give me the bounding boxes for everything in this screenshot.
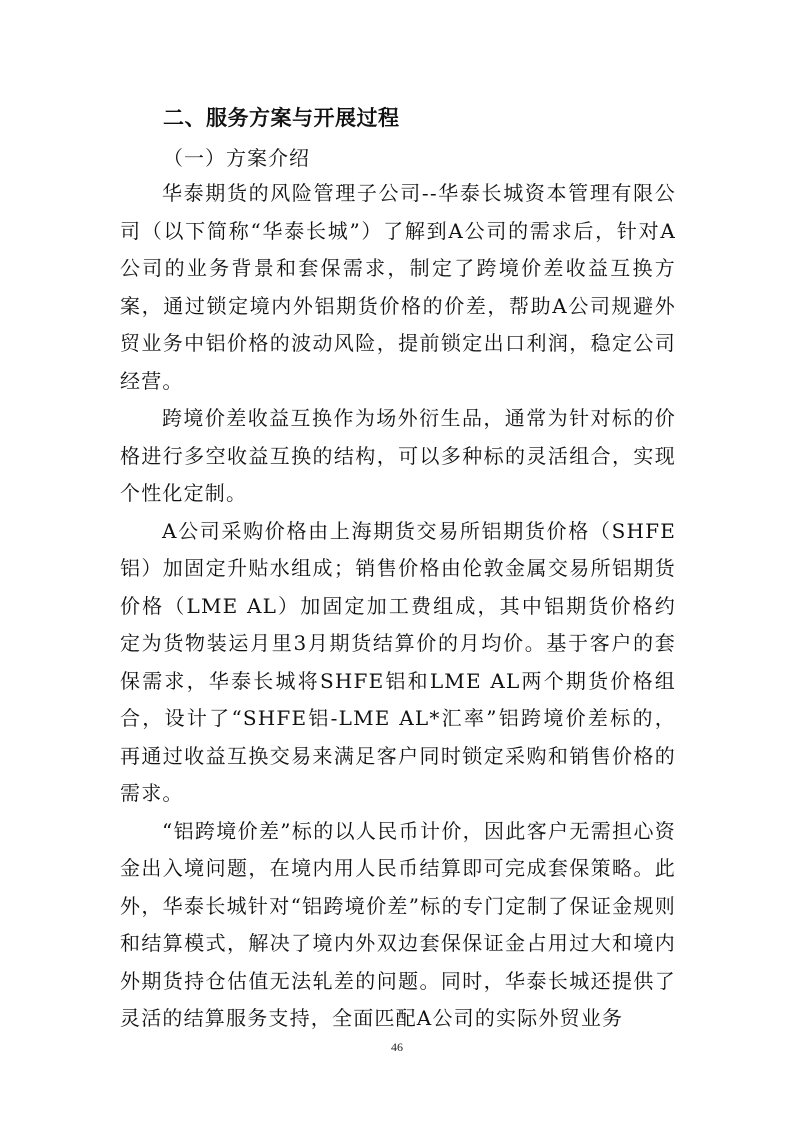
paragraph-settlement-benefits: “铝跨境价差”标的以人民币计价，因此客户无需担心资金出入境问题，在境内用人民币结算即可完成套保策略。此外，华泰长城针对“铝跨境价差”标的专门定制了保证金规则和结算模式，解决了境内外双边套保保证金占用过大和境内外期货持仓估值无法轧差的问题。同时，华泰长城还提供了灵活的结算服务支持，全面匹配A公司的实际外贸业务 xyxy=(120,818,676,1030)
paragraph-pricing-structure: A公司采购价格由上海期货交易所铝期货价格（SHFE铝）加固定升贴水组成；销售价格由伦敦金属交易所铝期货价格（LME AL）加固定加工费组成，其中铝期货价格约定为货物装运月里3月期货结算价的月均价。基于客户的套保需求，华泰长城将SHFE铝和LME AL两个期货价格组合，设计了“SHFE铝-LME AL*汇率”铝跨境价差标的，再通过收益互换交易来满足客户同时锁定采购和销售价格的需求。 xyxy=(120,518,676,805)
section-heading: 二、服务方案与开展过程 xyxy=(163,106,400,130)
paragraph-swap-definition: 跨境价差收益互换作为场外衍生品，通常为针对标的价格进行多空收益互换的结构，可以多种标的灵活组合，实现个性化定制。 xyxy=(120,406,676,505)
page-number: 46 xyxy=(391,1040,403,1054)
body-text xyxy=(120,175,676,1038)
subsection-heading: （一）方案介绍 xyxy=(163,146,310,170)
paragraph-scheme-overview: 华泰期货的风险管理子公司--华泰长城资本管理有限公司（以下简称“华泰长城”）了解到A公司的需求后，针对A公司的业务背景和套保需求，制定了跨境价差收益互换方案，通过锁定境内外铝期货价格的价差，帮助A公司规避外贸业务中铝价格的波动风险，提前锁定出口利润，稳定公司经营。 xyxy=(120,181,676,393)
